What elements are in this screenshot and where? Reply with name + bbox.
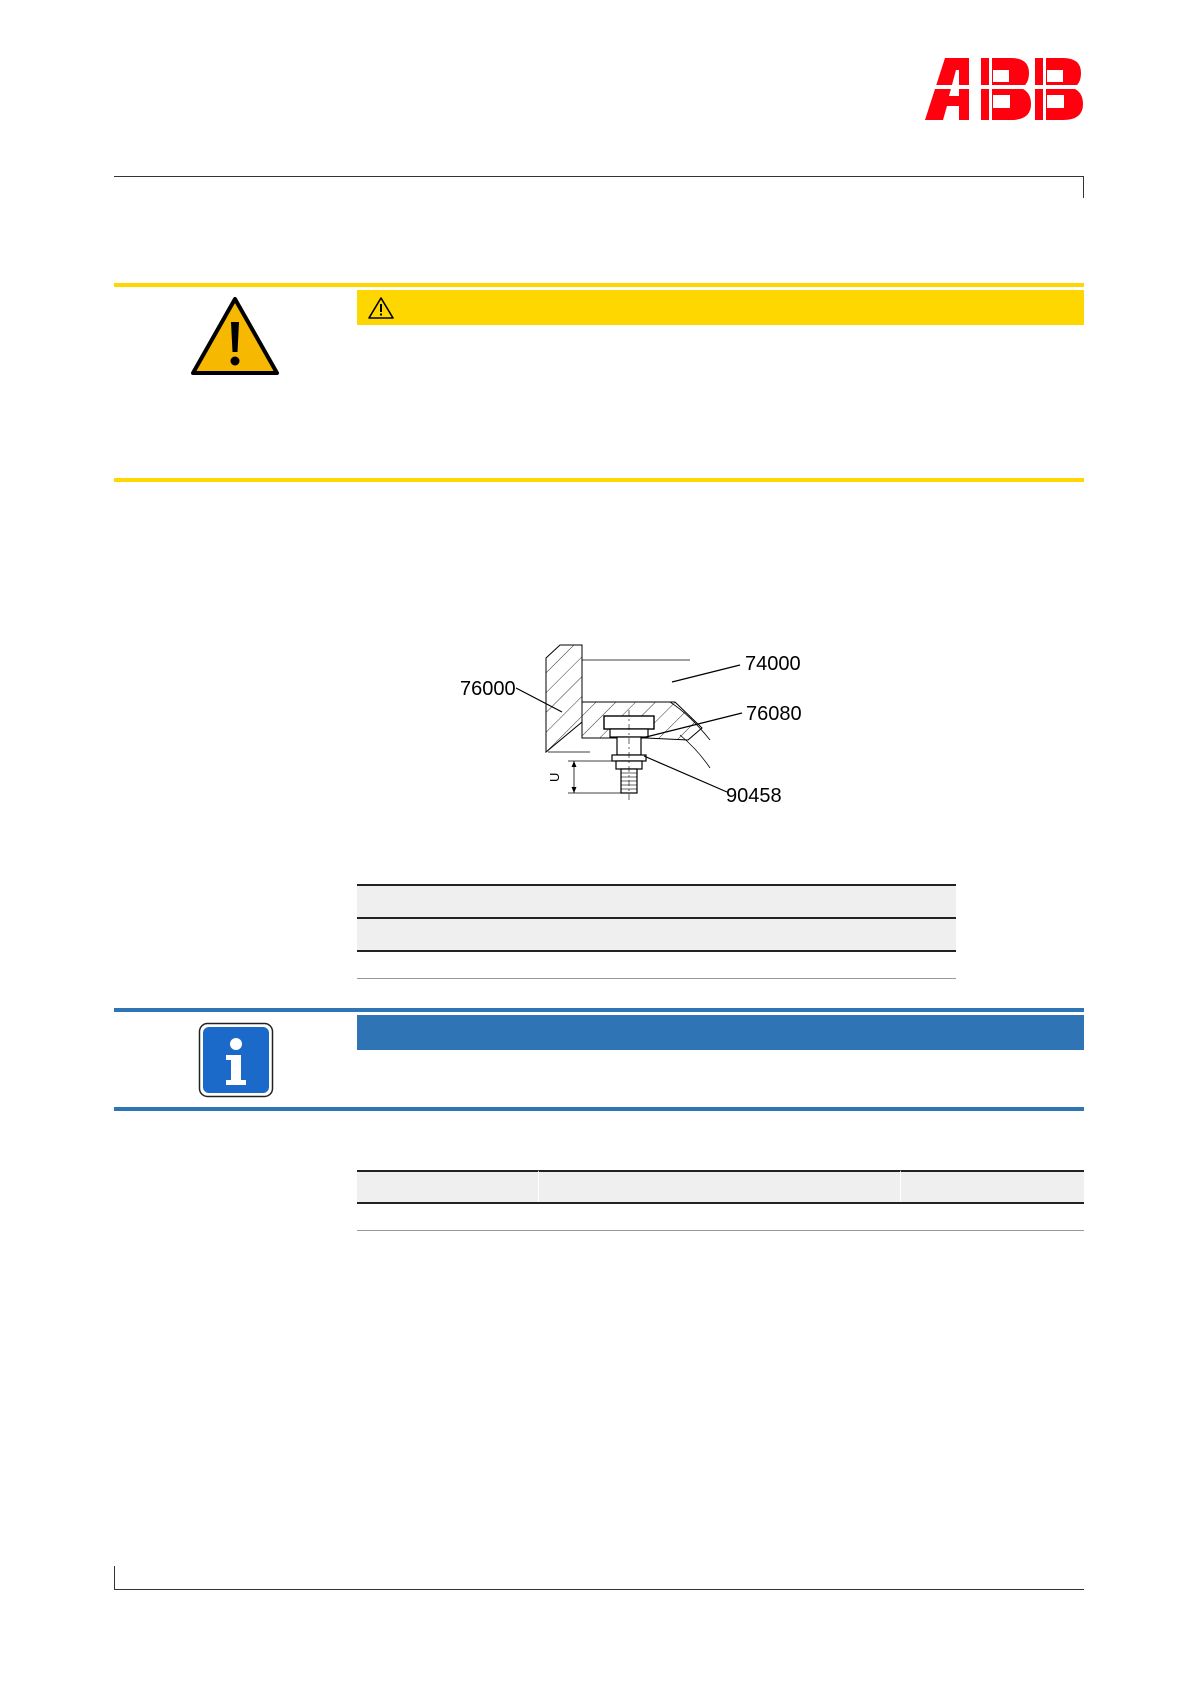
- warning-outline-icon: [367, 296, 395, 320]
- info-header-bar: [357, 1015, 1084, 1050]
- warning-bottom-rule: [114, 478, 1084, 482]
- info-icon: [198, 1022, 274, 1098]
- footer-tick: [114, 1566, 115, 1589]
- assembly-drawing: [440, 640, 820, 820]
- callout-90458: 90458: [726, 785, 782, 807]
- table-header-cell: [901, 1170, 1084, 1202]
- dimension-label: U: [547, 772, 562, 782]
- table-cell: [901, 1202, 1084, 1231]
- table-header-cell: [539, 1170, 901, 1202]
- warning-top-rule: [114, 283, 1084, 287]
- table-cell: [539, 1202, 901, 1231]
- table-header-cell: [357, 1170, 539, 1202]
- header-divider: [114, 176, 1084, 177]
- abb-logo: [925, 58, 1085, 120]
- footer-divider: [114, 1589, 1084, 1590]
- warning-triangle-icon: [190, 296, 280, 376]
- warning-header-bar: [357, 290, 1084, 325]
- data-table-1: [357, 884, 956, 979]
- data-table-2: [357, 1170, 1084, 1231]
- table-cell: [357, 1202, 539, 1231]
- table-row: [357, 917, 956, 950]
- callout-76080: 76080: [746, 703, 802, 725]
- info-top-rule: [114, 1008, 1084, 1012]
- header-tick: [1083, 176, 1084, 198]
- table-row: [357, 884, 956, 917]
- table-row: [357, 950, 956, 979]
- callout-74000: 74000: [745, 653, 801, 675]
- info-bottom-rule: [114, 1107, 1084, 1111]
- callout-76000: 76000: [460, 678, 516, 700]
